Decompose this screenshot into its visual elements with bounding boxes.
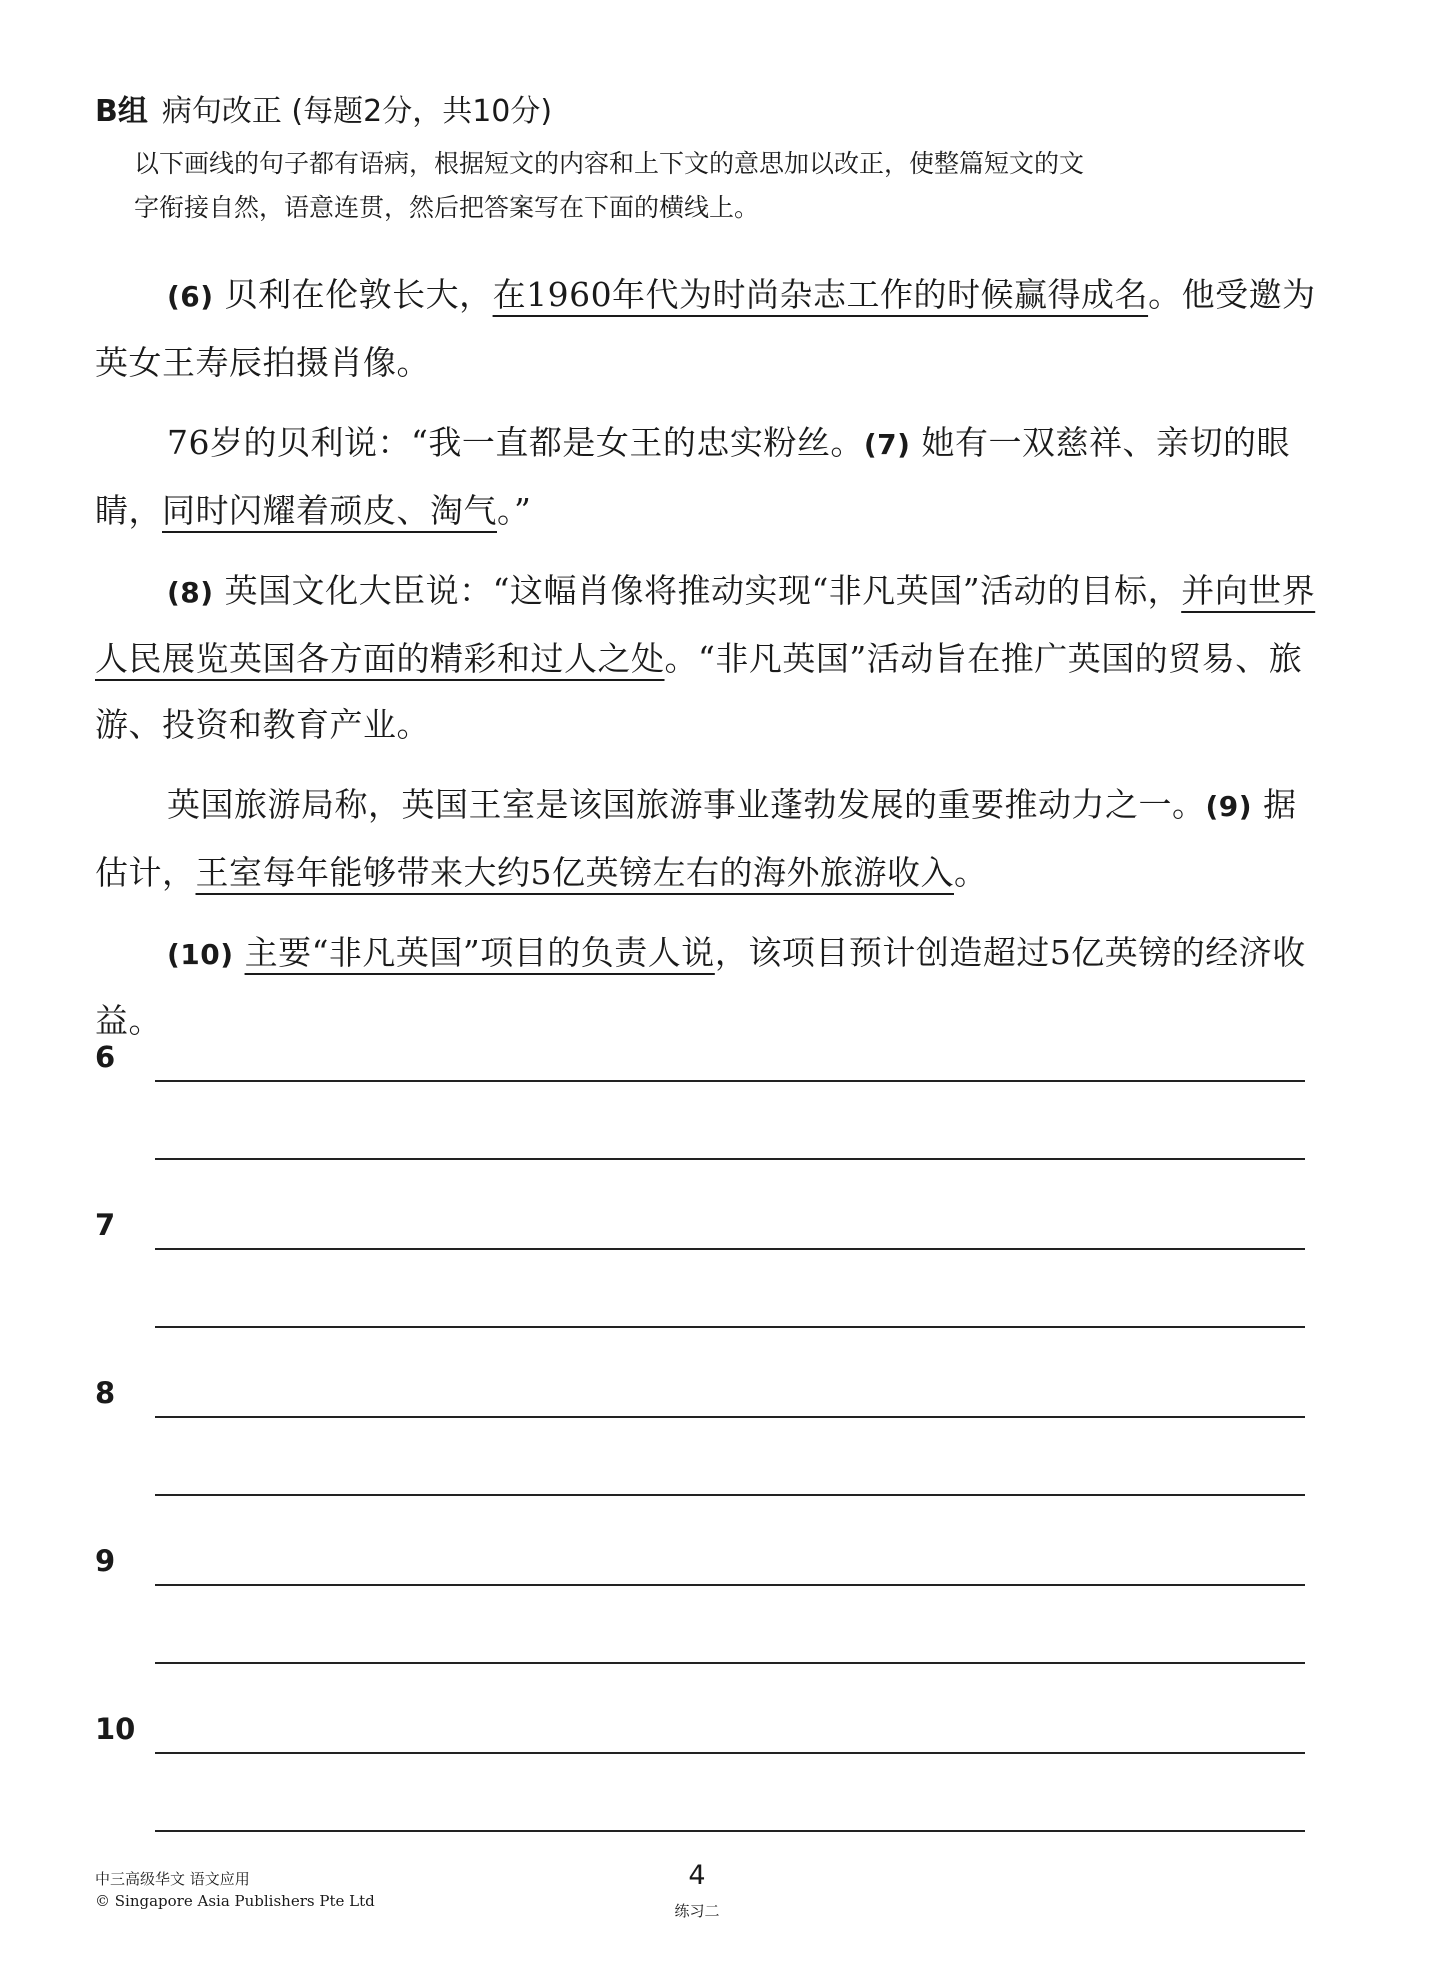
group-label: B组 [95,94,148,129]
paragraph-10 [95,920,1320,1054]
passage-text: 贝利在伦敦长大， [213,275,493,314]
book-title: 中三高级华文 语文应用 [95,1870,250,1888]
paragraph-7 [95,410,1320,544]
passage-text: 。 [954,853,988,892]
answer-line[interactable] [155,1158,1305,1160]
answer-number: 6 [95,1040,116,1074]
passage-space [234,933,245,972]
answer-line[interactable] [155,1752,1305,1754]
question-number: (6) [167,280,214,313]
passage-text: ，该项目预计创造超过5亿英镑的经济收益。 [95,933,1306,1040]
paragraph-9 [95,772,1320,906]
answer-line[interactable] [155,1080,1305,1082]
answer-number: 9 [95,1544,116,1578]
question-number: (10) [167,938,234,971]
answer-number: 8 [95,1376,116,1410]
passage-text: 英国旅游局称，英国王室是该国旅游事业蓬勃发展的重要推动力之一。 [167,785,1206,824]
answer-number: 7 [95,1208,116,1242]
underlined-sentence: 并向世界人民展览英国各方面的精彩和过人之处 [95,571,1316,678]
copyright: © Singapore Asia Publishers Pte Ltd [95,1892,375,1910]
underlined-sentence: 主要“非凡英国”项目的负责人说 [244,933,715,972]
passage-text: 英国文化大臣说：“这幅肖像将推动实现“非凡英国”活动的目标， [213,571,1182,610]
question-number: (9) [1205,790,1253,823]
answer-line[interactable] [155,1326,1305,1328]
section-heading [95,92,552,132]
answer-line[interactable] [155,1830,1305,1832]
answer-block-8 [95,1376,1310,1544]
paragraph-6 [95,262,1320,396]
answer-block-7 [95,1208,1310,1376]
question-number: (8) [167,576,214,609]
answer-line[interactable] [155,1248,1305,1250]
underlined-sentence: 在1960年代为时尚杂志工作的时候赢得成名 [492,275,1149,314]
answer-block-6 [95,1040,1310,1208]
passage-text: 她有一双慈祥、亲切的眼睛， [95,423,1290,530]
answer-block-9 [95,1544,1310,1712]
section-title: 病句改正 (每题2分，共10分) [161,94,553,129]
answer-line[interactable] [155,1584,1305,1586]
instructions [134,142,1314,230]
underlined-sentence: 同时闪耀着顽皮、淘气 [162,491,497,530]
passage [95,262,1320,1068]
passage-text: 。” [497,491,532,530]
exercise-label: 练习二 [674,1902,720,1920]
instruction-line: 以下画线的句子都有语病，根据短文的内容和上下文的意思加以改正，使整篇短文的文 [134,149,1085,178]
passage-text: 据估计， [95,785,1297,892]
answer-line[interactable] [155,1494,1305,1496]
paragraph-8 [95,558,1320,758]
instruction-line: 字衔接自然，语意连贯，然后把答案写在下面的横线上。 [134,193,760,222]
question-number: (7) [863,428,911,461]
passage-text: 。他受邀为英女王寿辰拍摄肖像。 [95,275,1316,382]
answer-number: 10 [95,1712,136,1746]
answer-line[interactable] [155,1416,1305,1418]
answer-line[interactable] [155,1662,1305,1664]
page-number: 4 [688,1860,706,1891]
passage-text: 76岁的贝利说：“我一直都是女王的忠实粉丝。 [167,423,864,462]
passage-text: 。“非凡英国”活动旨在推广英国的贸易、旅游、投资和教育产业。 [95,639,1303,744]
footer-credits [95,1868,375,1912]
underlined-sentence: 王室每年能够带来大约5亿英镑左右的海外旅游收入 [195,853,954,892]
answer-block-10 [95,1712,1310,1880]
